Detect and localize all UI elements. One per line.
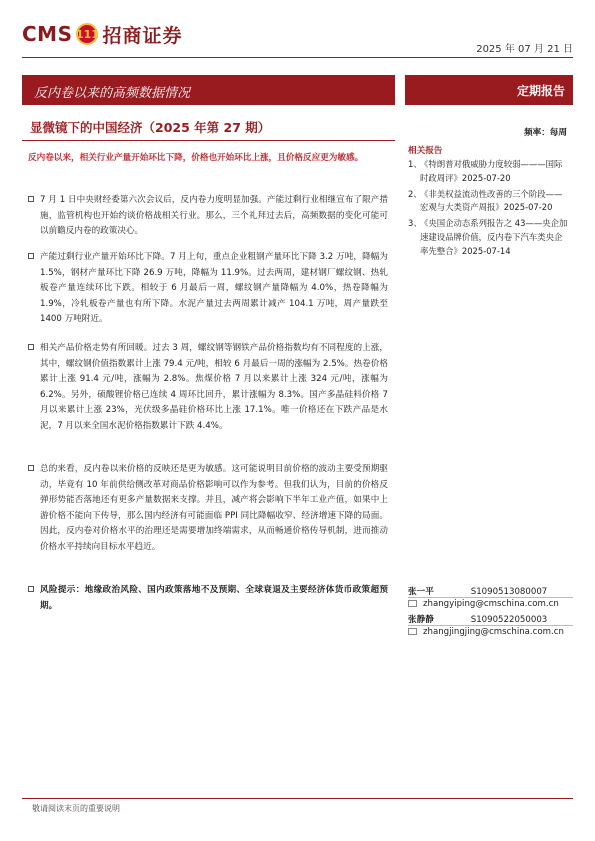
report-type: 定期报告 [516,84,565,98]
related-reports-title: 相关报告 [408,146,443,156]
paragraph-3 [28,341,388,435]
company-logo [22,20,183,48]
related-reports-list [408,158,568,261]
paragraph-text: 总的来看，反内卷以来价格的反映还是更为敏感。这可能说明目前价格的波动主要受预期驱动，毕竟有 10 年前供给侧改革对商品价格影响可以作为参考。但我们认为，目前的价格反弹形势能否落地还有更多产量数据来支撑。并且，减产将会影响下半年工业产值，如果中上游价格不能向下传导，那么国内经济有可能面临 PPI 同比降幅收窄、经济增速下降的局面。因此，反内卷对价格水平的治理还是需要增加终端需求，从而畅通价格传导机制，进而推动价格水平持续向目标水平趋近。 [40,464,388,552]
bullet-icon [28,344,34,350]
related-report-item[interactable] [408,158,568,186]
frequency-label: 频率：每周 [524,128,567,138]
footer-divider [22,798,573,799]
paragraph-2 [28,250,388,328]
analyst-divider [408,597,573,598]
analyst-email[interactable]: zhangyiping@cmschina.com.cn [423,599,559,609]
subtitle-divider [22,140,395,141]
related-report-link[interactable]: 《央国企动态系列报告之 43——央企加速建设品牌价值，反内卷下汽车类央企率先整合》2025-07-14 [420,218,568,256]
related-report-link[interactable]: 《非美权益流动性改善的三个阶段——宏观与大类资产周报》2025-07-20 [420,188,563,213]
analyst-1 [408,585,547,597]
item-number: 1、 [408,159,422,169]
related-report-item[interactable] [408,217,568,258]
report-date: 2025 年 07 月 21 日 [476,44,573,55]
bullet-icon [28,196,34,202]
analyst-email[interactable]: zhangjingjing@cmschina.com.cn [423,627,564,637]
risk-text: 风险提示：地缘政治风险、国内政策落地不及预期、全球衰退及主要经济体货币政策超预期。 [40,585,388,611]
analyst-divider [408,625,573,626]
paragraph-4 [28,462,388,556]
risk-warning [28,583,388,614]
analyst-name: 张一平 [408,587,434,597]
paragraph-text: 相关产品价格走势有所回暖。过去 3 周，螺纹钢等钢铁产品价格指数均有不同程度的上涨，其中，螺纹钢价值指数累计上涨 79.4 元/吨，相较 6 月最后一周的涨幅为 2.5%。热卷价格累计上涨 91.4 元/吨，涨幅为 2.8%。焦煤价格 7 月以来累计上涨 324 元/吨，涨幅为 6.2%。另外，硕酸锂价格已连续 4 周环比回升，累计涨幅为 8.3%。国产多晶硅料价格 7 月以来累计上涨 23%，光伏级多晶硅价格环比上涨 17.1%。唯一价格还在下跌产品是水泥，7 月以来全国水泥价格指数累计下跌 4.4%。 [40,343,388,431]
summary-text: 反内卷以来，相关行业产量开始环比下降，价格也开始环比上涨，且价格反应更为敏感。 [28,153,364,163]
paragraph-1 [28,193,388,240]
bullet-icon [28,586,34,592]
header-divider [22,57,573,58]
analyst-2-email-row [408,627,564,637]
bullet-icon [28,253,34,259]
analyst-2 [408,613,547,625]
email-icon [408,628,417,635]
related-report-item[interactable] [408,188,568,216]
analyst-name: 张静静 [408,615,434,625]
paragraph-text: 产能过剩行业产量开始环比下降。7 月上旬，重点企业粗钢产量环比下降 3.2 万吨，降幅为 1.5%，钢材产量环比下降 26.9 万吨，降幅为 11.9%。过去两周，建材钢厂螺纹钢、热轧板卷产量连续环比下跌。相较于 6 月最后一周，螺纹钢产量降幅为 4.0%，热卷降幅为 1.9%，冷轧板卷产量也有所下降。水泥产量过去两周累计减产 104.1 万吨，周产量跌至 1400 万吨附近。 [40,252,388,325]
logo-mark-icon: 111 [76,23,98,45]
report-subtitle: 显微镜下的中国经济（2025 年第 27 期） [30,120,271,135]
footer-note: 敬请阅读末页的重要说明 [32,804,120,813]
analyst-license: S1090522050003 [470,615,548,625]
report-title: 反内卷以来的高频数据情况 [34,86,191,101]
email-icon [408,600,417,607]
report-type-bar [405,75,573,105]
bullet-icon [28,465,34,471]
title-bar [22,75,395,105]
paragraph-text: 7 月 1 日中央财经委第六次会议后，反内卷力度明显加强。产能过剩行业相继宣布了限产措施，监管机构也开始约谈价格战相关行业。那么，三个礼拜过去后，高频数据的变化可能可以前瞻反内卷的政策决心。 [40,195,388,237]
logo-latin: CMS [22,22,73,46]
item-number: 3、 [408,218,422,229]
logo-chinese: 招商证券 [102,24,183,47]
item-number: 2、 [408,188,422,199]
analyst-license: S1090513080007 [470,587,548,597]
analyst-1-email-row [408,599,559,609]
related-report-link[interactable]: 《特朗普对俄威胁力度较弱———国际时政周评》2025-07-20 [420,159,563,183]
